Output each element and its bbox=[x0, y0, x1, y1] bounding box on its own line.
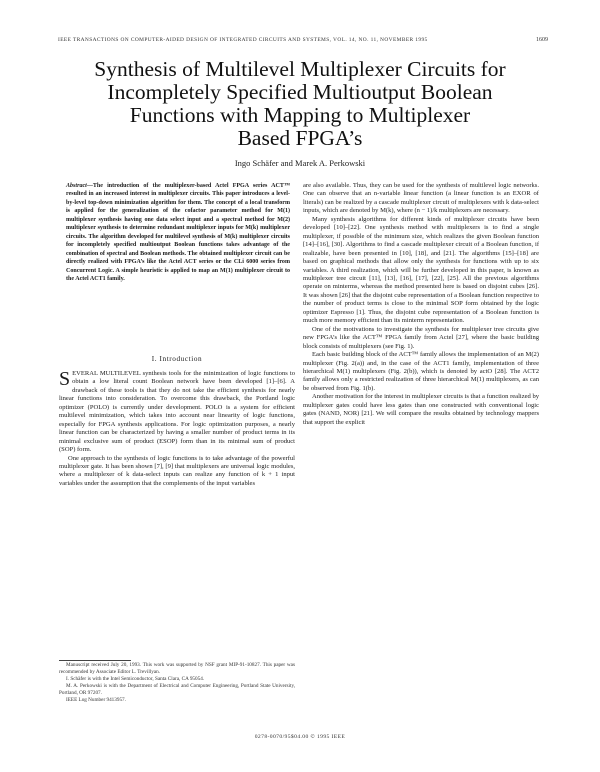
right-column bbox=[303, 182, 539, 427]
footnote: IEEE Log Number 9413957. bbox=[66, 696, 126, 703]
running-head: IEEE TRANSACTIONS ON COMPUTER-AIDED DESIGN OF INTEGRATED CIRCUITS AND SYSTEMS, VOL. 14, NO. 11, NOVEMBER 1995 bbox=[58, 37, 428, 43]
right-paragraph: Another motivation for the interest in multiplexer circuits is that a function realized by multiplexer gates could have less gates than one constructed with conventional logic gates (NAND, NOR) [21]. We will compare the results obtained by technology mappers that support the explicit bbox=[303, 393, 539, 426]
right-paragraph: Many synthesis algorithms for different kinds of multiplexer circuits have been developed [10]–[22]. One synthesis method with multiplexers is to find a single multiplexer, if possible of the minimum size, which realizes the given Boolean function [14]–[16], [30]. Algorithms to find a cascade multiplexer circuit of a Boolean function, if realizable, have been presented in [10], [18], and [21]. The algorithms [15]–[18] are based on graphical methods that allow only the synthesis for functions with up to six variables. A third realization, which will be further developed in this paper, is known as multiplexer tree circuit [11], [13], [16], [17], [22], [25]. All the previous algorithms operate on minterms, whereas the method presented here is based on disjoint cubes [26]. It was shown [26] that the disjoint cube representation of a Boolean function respective to the number of product terms is close to the minimal SOP form obtained by the logic optimizer Espresso [1]. Thus, the disjoint cube representation of a Boolean function is much more memory efficient than its minterm representation. bbox=[303, 215, 539, 325]
paper-title bbox=[70, 58, 530, 150]
intro-paragraph bbox=[59, 370, 295, 455]
footnotes bbox=[59, 662, 295, 703]
abstract bbox=[66, 182, 290, 283]
footnote: Manuscript received July 20, 1993. This work was supported by NSF grant MIP-91-10827. This paper was recommended by Associate Editor L. Trevillyan. bbox=[59, 662, 295, 675]
drop-cap: S bbox=[59, 368, 71, 390]
abstract-label: Abstract— bbox=[66, 183, 93, 189]
footnote: I. Schäfer is with the Intel Semiconductor, Santa Clara, CA 95054. bbox=[66, 675, 205, 682]
right-paragraph: are also available. Thus, they can be used for the synthesis of multilevel logic networks. One can observe that an n-variable linear function (a linear function is an EXOR of literals) can be realized by a cascade multiplexer circuit of multiplexers with k data-select inputs, which are denoted by M(k), where (n − 1)/k multiplexers are necessary. bbox=[303, 182, 539, 215]
footnote-rule bbox=[59, 660, 131, 661]
title-line: Based FPGA’s bbox=[237, 126, 363, 150]
page-number: 1609 bbox=[536, 37, 548, 43]
introduction-body bbox=[59, 370, 295, 488]
title-line: Synthesis of Multilevel Multiplexer Circuits for bbox=[94, 57, 506, 81]
right-paragraph: One of the motivations to investigate the synthesis for multiplexer tree circuits give new FPGA’s like the ACT™ FPGA family from Actel [27], where the basic building block consists of multiplexers (see Fig. 1). bbox=[303, 325, 539, 350]
section-heading: I. Introduction bbox=[151, 355, 203, 363]
right-paragraph: Each basic building block of the ACT™ family allows the implementation of an M(2) multiplexer (Fig. 2(a)) and, in the case of the ACT1 family, implementation of three hierarchical M(1) multiplexers (Fig. 2(b)), which is denoted by actO [28]. The ACT2 family allows only a restricted realization of three hierarchical M(1) multiplexers, as can be observed from Fig. 1(b). bbox=[303, 351, 539, 392]
footer-identifier: 0278-0070/95$04.00 © 1995 IEEE bbox=[254, 734, 346, 740]
abstract-text: The introduction of the multiplexer-based Actel FPGA series ACT™ resulted in an increased interest in multiplexer circuits. This paper introduces a level-by-level top-down minimization algorithm for them. The concept of a local transform is applied for the generalization of the cofactor parameter method for M(1) multiplexer synthesis having one data select input and a spectral method for M(2) multiplexer synthesis to determine redundant multiplexer inputs for M(k) multiplexer circuits. The algorithm developed for multilevel synthesis of M(k) multiplexer circuits for incompletely specified multioutput Boolean functions takes advantage of the combination of spectral and Boolean methods. The obtained multiplexer circuit can be directly realized with FPGA’s like the Actel ACT series or the CLi 6000 series from Concurrent Logic. A simple heuristic is applied to map an M(1) multiplexer circuit to the Actel ACT1 family. bbox=[66, 183, 290, 282]
authors: Ingo Schäfer and Marek A. Perkowski bbox=[234, 158, 366, 168]
title-line: Incompletely Specified Multioutput Boolean bbox=[107, 80, 493, 104]
footnote: M. A. Perkowski is with the Department of Electrical and Computer Engineering, Portland State University, Portland, OR 97207. bbox=[59, 682, 295, 696]
intro-paragraph: One approach to the synthesis of logic functions is to take advantage of the powerful multiplexer gate. It has been shown [7], [9] that multiplexers are universal logic modules, where a multiplexer of k data-select inputs can realize any function of k + 1 input variables under the assumption that the complements of the input variables bbox=[59, 454, 295, 487]
intro-paragraph-text: EVERAL MULTILEVEL synthesis tools for the minimization of logic functions to obtain a low literal count Boolean network have been developed [1]–[6]. A drawback of these tools is that they do not take the efficient synthesis for nearly linear functions into consideration. To overcome this drawback, the Portland logic optimizer (POLO) is currently under development. POLO is a system for efficient multilevel minimization, which takes into account near linearity of logic functions, especially for FPGA synthesis applications. For logic optimization purposes, a nearly linear function can be characterized by having a smaller number of product terms in its minimal exclusive sum of product (ESOP) form than in its minimal sum of product (SOP) form. bbox=[59, 370, 295, 454]
title-line: Functions with Mapping to Multiplexer bbox=[129, 103, 471, 127]
